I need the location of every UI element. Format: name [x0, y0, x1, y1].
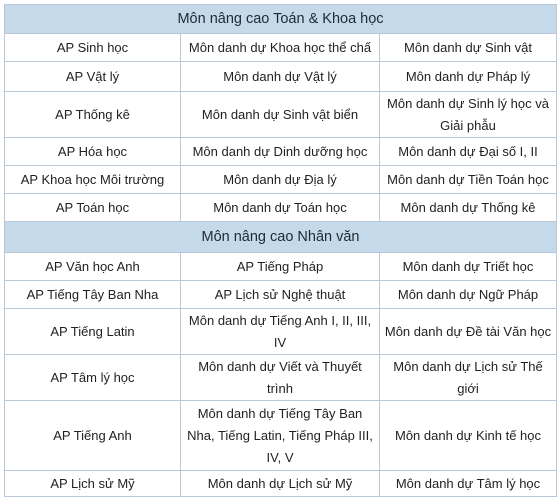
section-title: Môn nâng cao Toán & Khoa học — [5, 5, 557, 34]
honors-course-cell: Môn danh dự Địa lý — [181, 166, 380, 194]
table-row — [5, 166, 557, 194]
honors-course-cell: Môn danh dự Sinh vật — [380, 34, 557, 62]
honors-course-cell: Môn danh dự Lịch sử Thế giới — [380, 355, 557, 401]
honors-course-cell: Môn danh dự Dinh dưỡng học — [181, 138, 380, 166]
table-row — [5, 194, 557, 222]
honors-course-cell: Môn danh dự Sinh lý học và Giải phẫu — [380, 92, 557, 138]
ap-course-cell: AP Toán học — [5, 194, 181, 222]
table-row — [5, 355, 557, 401]
ap-course-cell: AP Khoa học Môi trường — [5, 166, 181, 194]
ap-course-cell: AP Tiếng Tây Ban Nha — [5, 281, 181, 309]
ap-course-cell: AP Tiếng Latin — [5, 309, 181, 355]
course-cell: AP Tiếng Pháp — [181, 253, 380, 281]
honors-course-cell: Môn danh dự Pháp lý — [380, 62, 557, 92]
honors-course-cell: Môn danh dự Kinh tế học — [380, 401, 557, 471]
honors-course-cell: Môn danh dự Lịch sử Mỹ — [181, 471, 380, 497]
honors-course-cell: Môn danh dự Tiền Toán học — [380, 166, 557, 194]
table-row — [5, 138, 557, 166]
table-row — [5, 309, 557, 355]
ap-course-cell: AP Văn học Anh — [5, 253, 181, 281]
honors-course-cell: Môn danh dự Ngữ Pháp — [380, 281, 557, 309]
honors-course-cell: Môn danh dự Tâm lý học — [380, 471, 557, 497]
table-row — [5, 34, 557, 62]
table-row — [5, 92, 557, 138]
ap-course-cell: AP Sinh học — [5, 34, 181, 62]
table-row — [5, 62, 557, 92]
ap-course-cell: AP Vật lý — [5, 62, 181, 92]
section-header-humanities — [5, 222, 557, 253]
table-row — [5, 253, 557, 281]
honors-course-cell: Môn danh dự Toán học — [181, 194, 380, 222]
ap-course-cell: AP Hóa học — [5, 138, 181, 166]
honors-course-cell: Môn danh dự Thống kê — [380, 194, 557, 222]
honors-course-cell: Môn danh dự Triết học — [380, 253, 557, 281]
honors-course-cell: Môn danh dự Đề tài Văn học — [380, 309, 557, 355]
honors-course-cell: Môn danh dự Tiếng Tây Ban Nha, Tiếng Latin, Tiếng Pháp III, IV, V — [181, 401, 380, 471]
table-row — [5, 471, 557, 497]
honors-course-cell: Môn danh dự Sinh vật biển — [181, 92, 380, 138]
honors-course-cell: Môn danh dự Khoa học thể chấ — [181, 34, 380, 62]
section-header-math-science — [5, 5, 557, 34]
table-row — [5, 401, 557, 471]
honors-course-cell: Môn danh dự Đại số I, II — [380, 138, 557, 166]
ap-course-cell: AP Thống kê — [5, 92, 181, 138]
honors-course-cell: Môn danh dự Viết và Thuyết trình — [181, 355, 380, 401]
honors-course-cell: Môn danh dự Tiếng Anh I, II, III, IV — [181, 309, 380, 355]
courses-table — [4, 4, 557, 497]
honors-course-cell: Môn danh dự Vật lý — [181, 62, 380, 92]
course-cell: AP Lịch sử Nghệ thuật — [181, 281, 380, 309]
table-row — [5, 281, 557, 309]
section-title: Môn nâng cao Nhân văn — [5, 222, 557, 253]
ap-course-cell: AP Tiếng Anh — [5, 401, 181, 471]
ap-course-cell: AP Lịch sử Mỹ — [5, 471, 181, 497]
ap-course-cell: AP Tâm lý học — [5, 355, 181, 401]
